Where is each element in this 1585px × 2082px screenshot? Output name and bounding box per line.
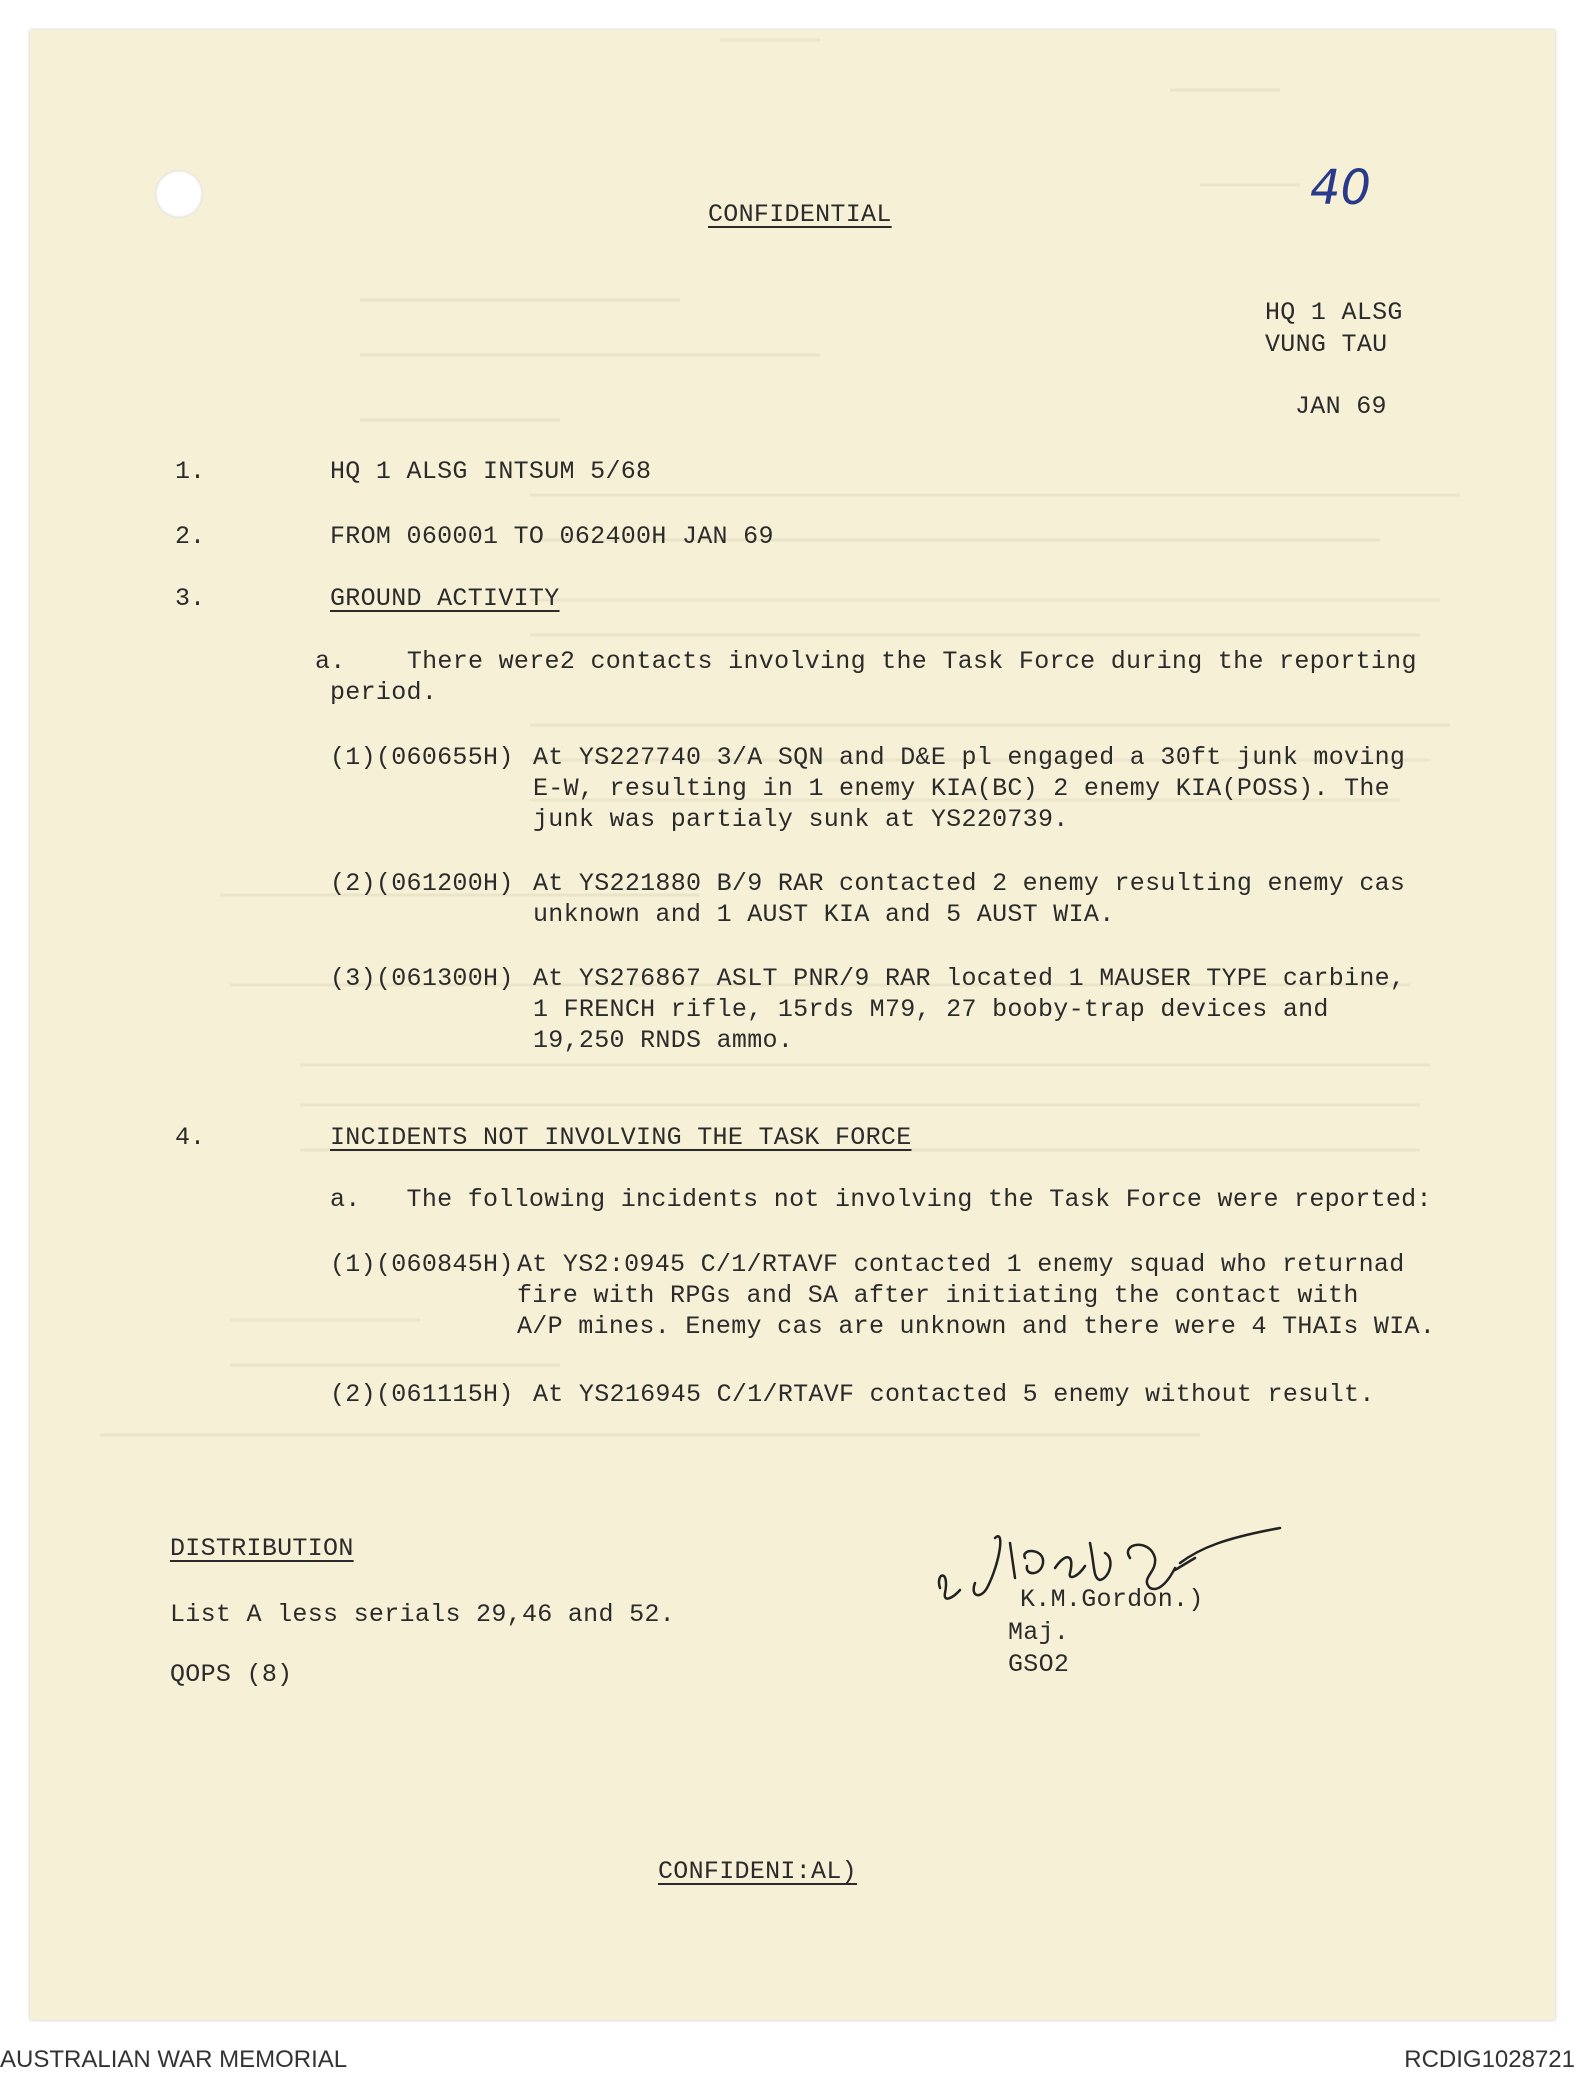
paragraph-a: a. There were2 contacts involving the Task Force during the reporting bbox=[315, 647, 1417, 676]
entry-line: 1 FRENCH rifle, 15rds M79, 27 booby-trap devices and bbox=[533, 995, 1329, 1024]
entry-ref: (1)(060655H) bbox=[330, 743, 514, 772]
entry-ref: (3)(061300H) bbox=[330, 964, 514, 993]
entry-line: E-W, resulting in 1 enemy KIA(BC) 2 enemy KIA(POSS). The bbox=[533, 774, 1390, 803]
entry-line: At YS216945 C/1/RTAVF contacted 5 enemy without result. bbox=[533, 1380, 1375, 1409]
entry-line: At YS221880 B/9 RAR contacted 2 enemy resulting enemy cas bbox=[533, 869, 1406, 898]
distribution-list: List A less serials 29,46 and 52. bbox=[170, 1600, 675, 1629]
signatory-name: K.M.Gordon.) bbox=[1020, 1585, 1204, 1614]
item-number: 2. bbox=[175, 522, 206, 551]
entry-ref: (1)(060845H) bbox=[330, 1250, 514, 1279]
paragraph-a-cont: period. bbox=[330, 678, 438, 707]
classification-footer: CONFIDENI:AL) bbox=[658, 1857, 857, 1886]
entry-line: fire with RPGs and SA after initiating the contact with bbox=[517, 1281, 1359, 1310]
entry-line: unknown and 1 AUST KIA and 5 AUST WIA. bbox=[533, 900, 1115, 929]
archive-id: RCDIG1028721 bbox=[1404, 2046, 1575, 2073]
document-date: JAN 69 bbox=[1295, 392, 1387, 421]
section-heading: GROUND ACTIVITY bbox=[330, 584, 560, 613]
paragraph-a: a. The following incidents not involving the Task Force were reported: bbox=[330, 1185, 1432, 1214]
handwritten-page-number: 40 bbox=[1310, 160, 1372, 216]
entry-ref: (2)(061200H) bbox=[330, 869, 514, 898]
item-number: 1. bbox=[175, 457, 206, 486]
item-number: 3. bbox=[175, 584, 206, 613]
classification-header: CONFIDENTIAL bbox=[708, 200, 892, 229]
item-number: 4. bbox=[175, 1123, 206, 1152]
address-line-1: HQ 1 ALSG bbox=[1265, 298, 1403, 327]
archive-credit: AUSTRALIAN WAR MEMORIAL bbox=[0, 2046, 348, 2073]
entry-line: At YS2:0945 C/1/RTAVF contacted 1 enemy squad who returnad bbox=[517, 1250, 1405, 1279]
distribution-qops: QOPS (8) bbox=[170, 1660, 293, 1689]
entry-line: At YS227740 3/A SQN and D&E pl engaged a 30ft junk moving bbox=[533, 743, 1406, 772]
address-line-2: VUNG TAU bbox=[1265, 330, 1388, 359]
entry-line: At YS276867 ASLT PNR/9 RAR located 1 MAUSER TYPE carbine, bbox=[533, 964, 1406, 993]
entry-line: 19,250 RNDS ammo. bbox=[533, 1026, 794, 1055]
item-text: HQ 1 ALSG INTSUM 5/68 bbox=[330, 457, 652, 486]
signatory-appointment: GSO2 bbox=[1008, 1650, 1070, 1679]
distribution-heading: DISTRIBUTION bbox=[170, 1534, 354, 1563]
section-heading: INCIDENTS NOT INVOLVING THE TASK FORCE bbox=[330, 1123, 912, 1152]
signatory-rank: Maj. bbox=[1008, 1618, 1070, 1647]
entry-ref: (2)(061115H) bbox=[330, 1380, 514, 1409]
entry-line: A/P mines. Enemy cas are unknown and there were 4 THAIs WIA. bbox=[517, 1312, 1436, 1341]
item-text: FROM 060001 TO 062400H JAN 69 bbox=[330, 522, 774, 551]
entry-line: junk was partialy sunk at YS220739. bbox=[533, 805, 1069, 834]
